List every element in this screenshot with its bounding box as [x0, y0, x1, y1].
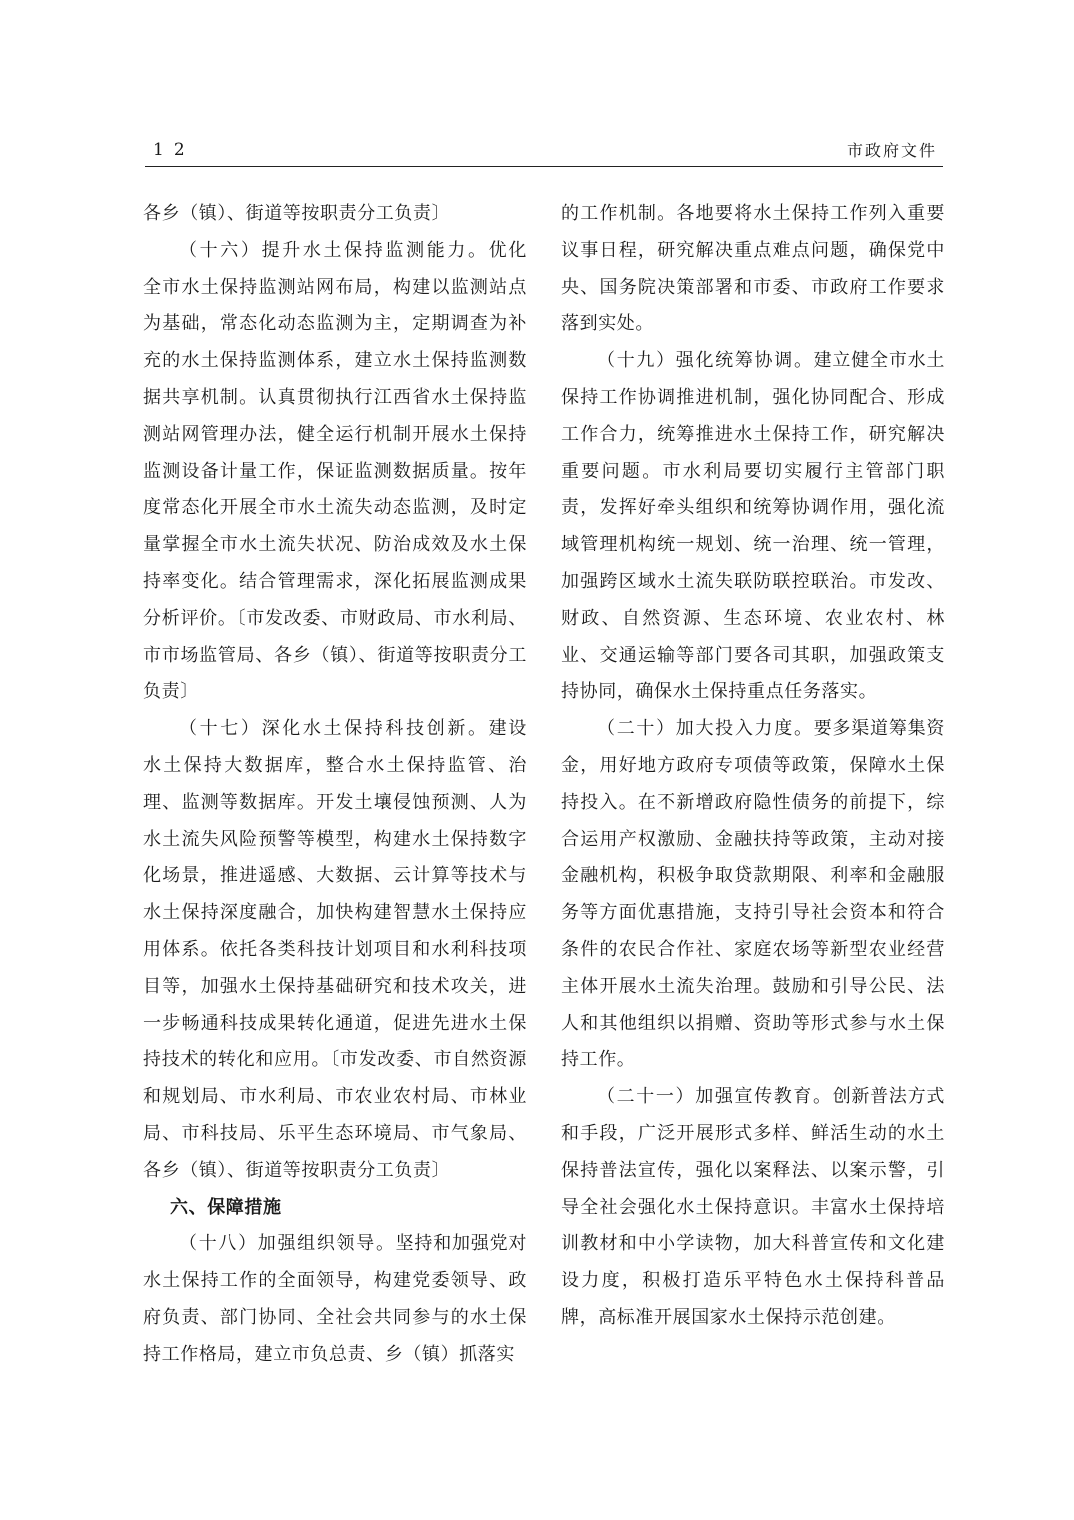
paragraph-18-body: 坚持和加强党对水土保持工作的全面领导，构建党委领导、政府负责、部门协同、全社会共同参与的水土保持工作格局，建立市负总责、乡（镇）抓落实 — [143, 1233, 528, 1365]
paragraph-21-body: 创新普法方式和手段，广泛开展形式多样、鲜活生动的水土保持普法宣传，强化以案释法、以案示警，引导全社会强化水土保持意识。丰富水土保持培训教材和中小学读物，加大科普宣传和文化建设力度，积极打造乐平特色水土保持科普品牌，高标准开展国家水土保持示范创建。 — [561, 1086, 945, 1328]
section-6-title: 六、保障措施 — [170, 1196, 282, 1218]
paragraph-18-heading: （十八）加强组织领导。 — [179, 1233, 396, 1255]
paragraph-20 — [561, 711, 945, 1079]
paragraph-17-body: 建设水土保持大数据库，整合水土保持监管、治理、监测等数据库。开发土壤侵蚀预测、人为水土流失风险预警等模型，构建水土保持数字化场景，推进遥感、大数据、云计算等技术与水土保持深度融合，加快构建智慧水土保持应用体系。依托各类科技计划项目和水利科技项目等，加强水土保持基础研究和技术攻关，进一步畅通科技成果转化通道，促进先进水土保持技术的转化和应用。〔市发改委、市自然资源和规划局、市水利局、市农业农村局、市林业局、市科技局、乐平生态环境局、市气象局、各乡（镇）、街道等按职责分工负责〕 — [143, 718, 527, 1181]
paragraph-continuation: 各乡（镇）、街道等按职责分工负责〕 — [143, 203, 451, 224]
paragraph-19-body: 建立健全市水土保持工作协调推进机制，强化协同配合、形成工作合力，统筹推进水土保持工作，研究解决重要问题。市水利局要切实履行主管部门职责，发挥好牵头组织和统筹协调作用，强化流域管理机构统一规划、统一治理、统一管理，加强跨区域水土流失联防联控联治。市发改、财政、自然资源、生态环境、农业农村、林业、交通运输等部门要各司其职，加强政策支持协同，确保水土保持重点任务落实。 — [561, 350, 946, 703]
paragraph-16 — [143, 233, 527, 711]
paragraph-18-continuation: 的工作机制。各地要将水土保持工作列入重要议事日程，研究解决重点难点问题，确保党中央、国务院决策部署和市委、市政府工作要求落到实处。 — [561, 203, 945, 335]
paragraph-21-heading: （二十一）加强宣传教育。 — [597, 1086, 833, 1108]
paragraph-20-heading: （二十）加大投入力度。 — [597, 718, 814, 740]
paragraph-21 — [561, 1079, 945, 1337]
paragraph-16-body: 优化全市水土保持监测站网布局，构建以监测站点为基础，常态化动态监测为主，定期调查为补充的水土保持监测体系，建立水土保持监测数据共享机制。认真贯彻执行江西省水土保持监测站网管理办法，健全运行机制开展水土保持监测设备计量工作，保证监测数据质量。按年度常态化开展全市水土流失动态监测，及时定量掌握全市水土流失状况、防治成效及水土保持率变化。结合管理需求，深化拓展监测成果分析评价。〔市发改委、市财政局、市水利局、市市场监管局、各乡（镇）、街道等按职责分工负责〕 — [143, 239, 527, 703]
paragraph-19 — [561, 343, 945, 711]
page-number: 12 — [153, 140, 195, 160]
paragraph-17-heading: （十七）深化水土保持科技创新。 — [179, 718, 489, 740]
right-column — [561, 196, 945, 1337]
paragraph-17 — [143, 711, 527, 1189]
left-column — [143, 196, 527, 1374]
page-header — [145, 138, 943, 167]
paragraph-19-heading: （十九）强化统筹协调。 — [597, 350, 814, 372]
paragraph-20-body: 要多渠道筹集资金，用好地方政府专项债等政策，保障水土保持投入。在不新增政府隐性债务的前提下，综合运用产权激励、金融扶持等政策，主动对接金融机构，积极争取贷款期限、利率和金融服务等方面优惠措施，支持引导社会资本和符合条件的农民合作社、家庭农场等新型农业经营主体开展水土流失治理。鼓励和引导公民、法人和其他组织以捐赠、资助等形式参与水土保持工作。 — [561, 718, 946, 1071]
paragraph-18 — [143, 1226, 527, 1373]
paragraph-16-heading: （十六）提升水土保持监测能力。 — [179, 239, 489, 261]
document-label: 市政府文件 — [846, 141, 937, 160]
